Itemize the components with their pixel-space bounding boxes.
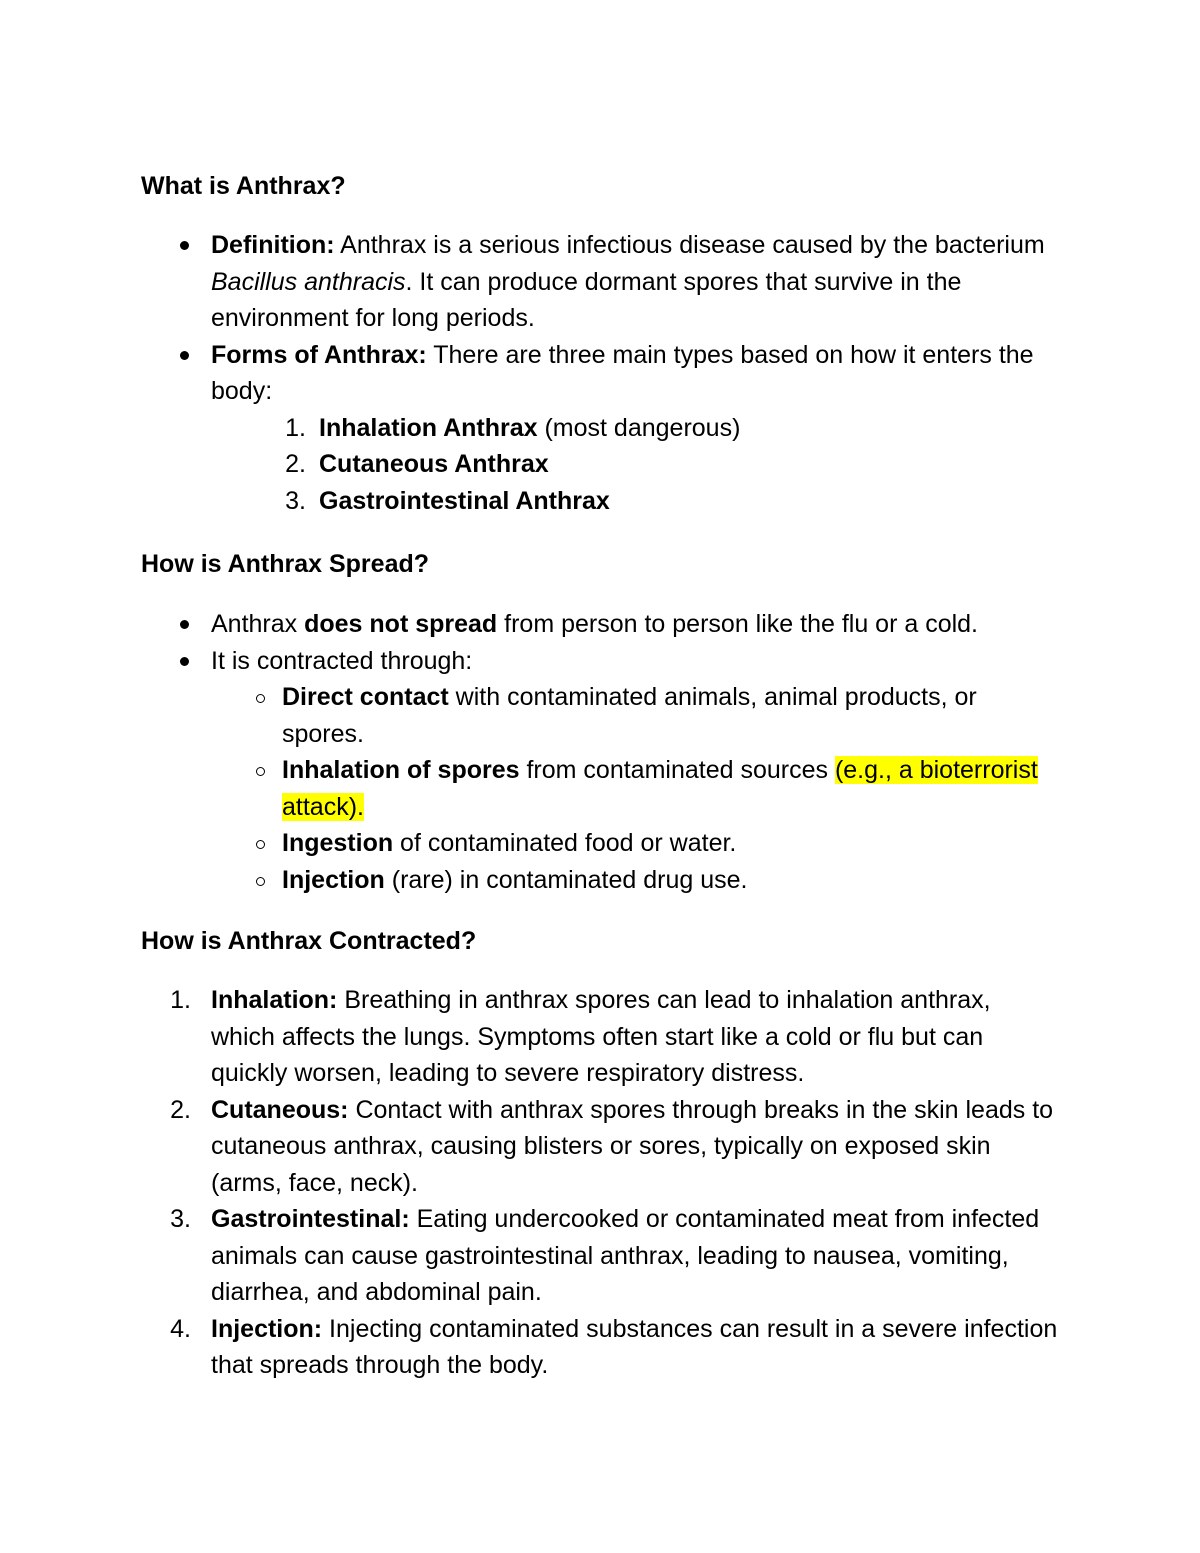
contracted-item [141,1201,1061,1311]
contracted-item-label: Injection: [211,1314,323,1343]
hollow-bullet-icon [256,767,265,776]
contracted-item-label: Inhalation: [211,986,338,1014]
forms-text: There are three main types based on how it enters the body: [211,340,1034,405]
spread-subitem-text: with contaminated animals, animal products, or spores. [282,683,977,748]
section-heading-how-spread: How is Anthrax Spread? [141,550,430,578]
definition-species: Bacillus anthracis [211,267,406,296]
list-number: 3. [170,1205,191,1233]
spread-bullet-1 [141,606,1081,643]
list-number: 2. [170,1095,191,1124]
forms-item [141,337,1061,410]
definition-item [141,227,1061,337]
hollow-bullet-icon [256,840,265,849]
forms-subitem [282,483,1061,520]
contracted-item [141,1092,1061,1202]
spread-subitem-bold: Injection [282,865,385,894]
definition-label: Definition: [211,231,335,259]
how-contracted-list [141,982,1061,1384]
list-number: 2. [285,450,306,478]
spread-subitem-bold: Direct contact [282,683,449,711]
definition-text-1: Anthrax is a serious infectious disease caused by the bacterium [334,231,1045,259]
forms-subitem-bold: Gastrointestinal Anthrax [319,486,610,515]
what-is-anthrax-list [141,227,1061,519]
how-spread-list [141,606,1081,898]
spread-bullet-2-text: It is contracted through: [211,646,473,675]
hollow-bullet-icon [256,877,265,886]
contracted-item-text: Injecting contaminated substances can result in a severe infection that spreads through the body. [211,1314,1058,1379]
contracted-item-label: Gastrointestinal: [211,1205,410,1233]
spread-subitem-bold: Ingestion [282,829,394,857]
forms-subitem [282,410,1061,447]
spread-subitem [248,752,1038,825]
contracted-item [141,1311,1061,1384]
spread-subitem-text: (rare) in contaminated drug use. [384,865,748,894]
contracted-item-text: Eating undercooked or contaminated meat from infected animals can cause gastrointestinal anthrax, leading to nausea, vomiting, diarrhea, and abdominal pain. [211,1205,1040,1306]
section-heading-how-contracted: How is Anthrax Contracted? [141,927,477,955]
list-number: 1. [170,986,191,1014]
spread-bullet-1-bold: does not spread [304,610,498,638]
forms-label: Forms of Anthrax: [211,340,427,369]
spread-subitem-text: of contaminated food or water. [393,829,737,857]
spread-bullet-2 [141,643,1081,680]
list-number: 1. [285,413,306,442]
spread-bullet-1-after: from person to person like the flu or a cold. [497,610,979,638]
contracted-item-text: Breathing in anthrax spores can lead to inhalation anthrax, which affects the lungs. Symptoms often start like a cold or flu but can quickly worsen, leading to severe respiratory distress. [211,986,991,1087]
spread-subitem [248,825,1038,862]
bullet-icon [180,620,189,629]
contracted-item-text: Contact with anthrax spores through breaks in the skin leads to cutaneous anthrax, causing blisters or sores, typically on exposed skin (arms, face, neck). [211,1095,1054,1197]
contracted-item [141,982,1061,1092]
spread-bullet-1-before: Anthrax [211,610,305,638]
section-heading-what-is-anthrax: What is Anthrax? [141,172,346,200]
forms-subitem-bold: Inhalation Anthrax [319,413,538,442]
forms-subitem [282,446,1061,483]
forms-sublist-item [141,410,1061,520]
spread-sublist [141,679,1038,898]
spread-subitem-bold: Inhalation of spores [282,756,520,784]
spread-subitem-text: from contaminated sources [519,756,835,784]
highlighted-text: (e.g., a bioterrorist attack). [282,756,1038,821]
definition-text-2: . It can produce dormant spores that survive in the environment for long periods. [211,267,962,332]
contracted-item-label: Cutaneous: [211,1095,349,1124]
spread-subitem [248,862,1038,899]
bullet-icon [180,351,189,360]
bullet-icon [180,241,189,250]
bullet-icon [180,657,189,666]
list-number: 4. [170,1314,191,1343]
spread-subitem [248,679,1038,752]
list-number: 3. [285,486,306,515]
hollow-bullet-icon [256,694,265,703]
forms-subitem-bold: Cutaneous Anthrax [319,450,549,478]
forms-subitem-text: (most dangerous) [537,413,741,442]
